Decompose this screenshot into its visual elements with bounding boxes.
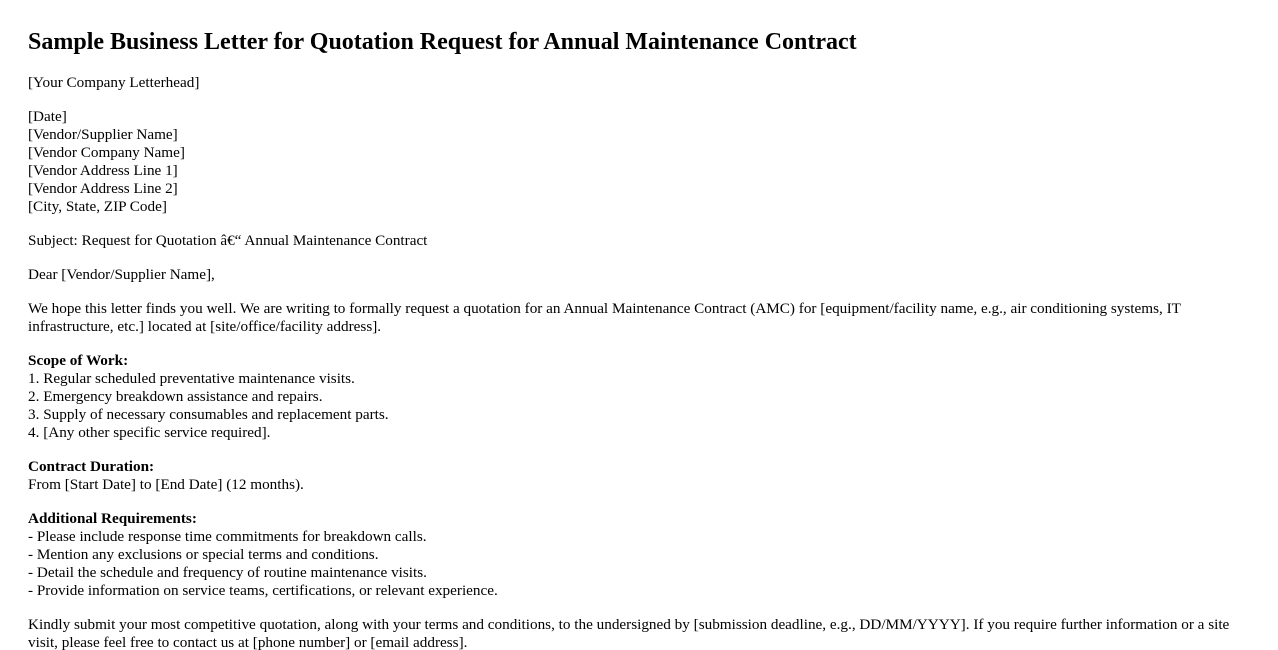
duration-section <box>28 458 1250 494</box>
recipient-city-state-zip: [City, State, ZIP Code] <box>28 198 167 216</box>
closing-paragraph: Kindly submit your most competitive quotation, along with your terms and conditions, to the undersigned by [submission deadline, e.g., DD/MM/YYYY]. If you require further information or a site visit, please feel free to contact us at [phone number] or [email address]. <box>28 616 1230 650</box>
scope-heading: Scope of Work: <box>28 352 129 370</box>
scope-item: 3. Supply of necessary consumables and replacement parts. <box>28 406 389 424</box>
scope-item: 2. Emergency breakdown assistance and repairs. <box>28 388 323 406</box>
subject-line: Subject: Request for Quotation â€“ Annual Maintenance Contract <box>28 232 428 250</box>
additional-item: - Please include response time commitments for breakdown calls. <box>28 528 427 546</box>
page-title: Sample Business Letter for Quotation Request for Annual Maintenance Contract <box>28 29 857 55</box>
scope-item: 4. [Any other specific service required]. <box>28 424 271 442</box>
recipient-name: [Vendor/Supplier Name] <box>28 126 178 144</box>
additional-item: - Provide information on service teams, certifications, or relevant experience. <box>28 582 498 600</box>
duration-heading: Contract Duration: <box>28 458 155 476</box>
intro-paragraph: We hope this letter finds you well. We are writing to formally request a quotation for an Annual Maintenance Contract (AMC) for [equipment/facility name, e.g., air conditioning systems, IT infrastructure, etc.] located at [site/office/facility address]. <box>28 300 1181 336</box>
scope-item: 1. Regular scheduled preventative maintenance visits. <box>28 370 355 388</box>
recipient-company: [Vendor Company Name] <box>28 144 185 162</box>
salutation: Dear [Vendor/Supplier Name], <box>28 266 215 284</box>
additional-section <box>28 510 1250 600</box>
duration-text: From [Start Date] to [End Date] (12 months). <box>28 476 304 494</box>
recipient-address-2: [Vendor Address Line 2] <box>28 180 178 198</box>
letterhead: [Your Company Letterhead] <box>28 74 200 92</box>
recipient-date: [Date] <box>28 108 67 126</box>
additional-heading: Additional Requirements: <box>28 510 197 528</box>
scope-section <box>28 352 1250 442</box>
additional-item: - Mention any exclusions or special terms and conditions. <box>28 546 379 564</box>
recipient-address-1: [Vendor Address Line 1] <box>28 162 178 180</box>
additional-item: - Detail the schedule and frequency of routine maintenance visits. <box>28 564 427 582</box>
recipient-block <box>28 108 1250 216</box>
